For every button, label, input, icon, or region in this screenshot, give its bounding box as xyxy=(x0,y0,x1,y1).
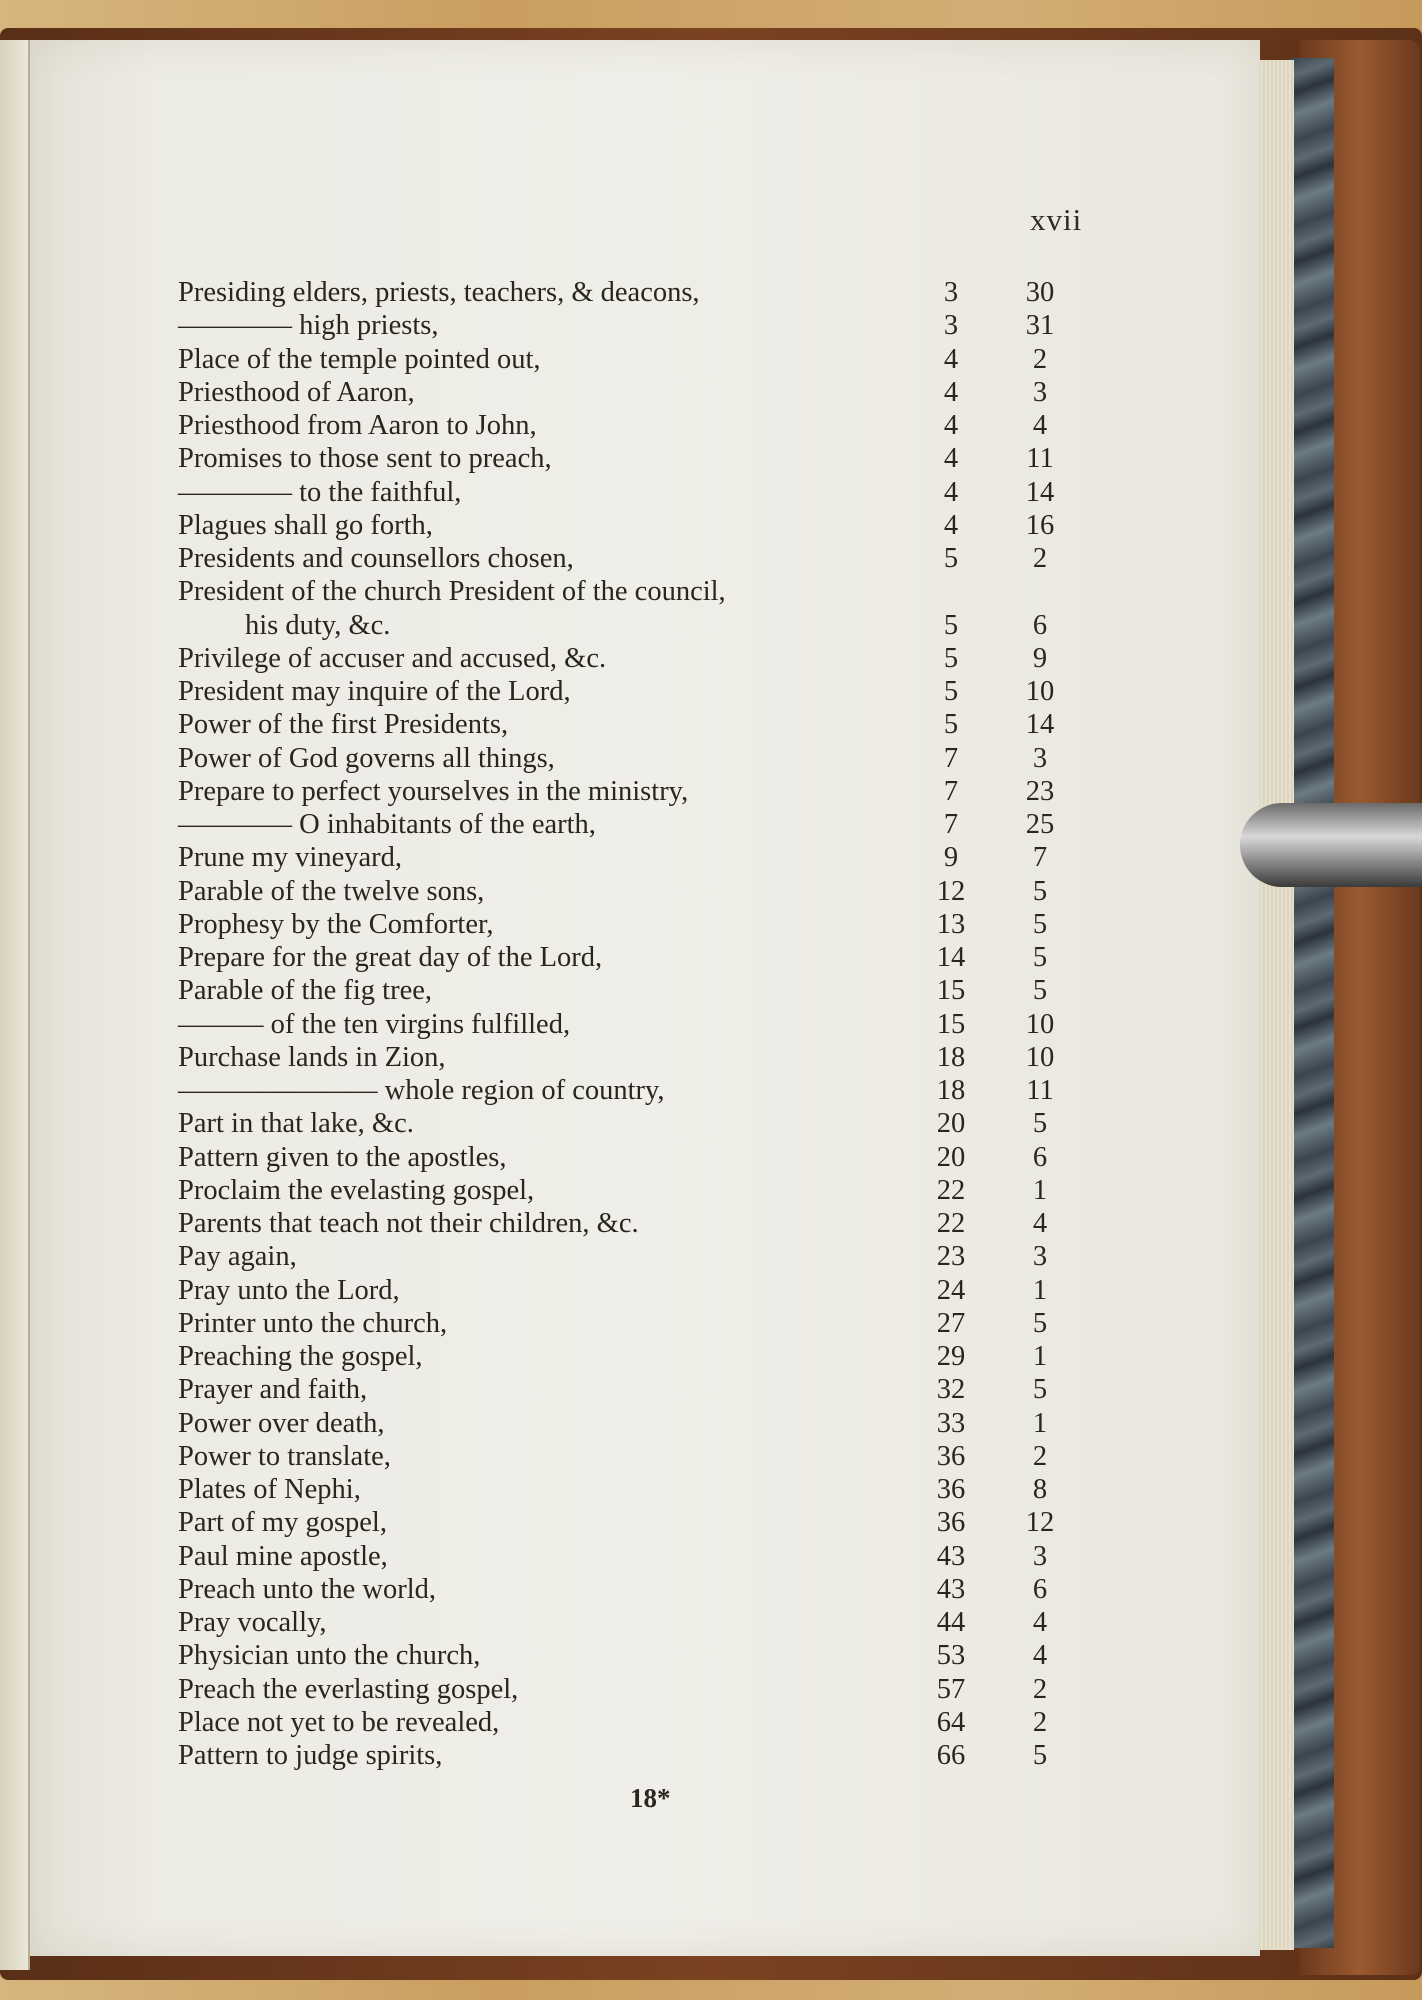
index-entry xyxy=(0,609,1422,643)
index-entry xyxy=(0,1673,1422,1707)
entry-verse: 10 xyxy=(1025,1008,1055,1040)
entry-verse: 4 xyxy=(1032,1607,1048,1638)
entry-verse: 5 xyxy=(1032,908,1048,940)
index-entry xyxy=(0,343,1422,377)
index-entry xyxy=(0,1274,1422,1308)
entry-section: 4 xyxy=(943,509,959,541)
entry-section: 13 xyxy=(936,908,966,940)
entry-verse: 2 xyxy=(1032,1706,1048,1738)
entry-verse: 3 xyxy=(1032,376,1048,408)
entry-section: 14 xyxy=(936,942,966,973)
entry-section: 7 xyxy=(943,775,959,807)
entry-text: Preach the everlasting gospel, xyxy=(178,1673,519,1705)
index-entry xyxy=(0,309,1422,343)
entry-text: Presiding elders, priests, teachers, & deacons, xyxy=(178,277,700,308)
index-entry xyxy=(0,1407,1422,1441)
entry-verse: 5 xyxy=(1032,942,1048,973)
entry-text: Plates of Nephi, xyxy=(178,1474,361,1505)
entry-section: 29 xyxy=(936,1341,966,1372)
entry-section: 15 xyxy=(936,1008,966,1040)
entry-text: Pattern to judge spirits, xyxy=(178,1740,443,1771)
entry-verse: 6 xyxy=(1032,1573,1048,1605)
entry-text: Place not yet to be revealed, xyxy=(178,1706,500,1738)
index-entry xyxy=(0,841,1422,875)
index-entry xyxy=(0,1041,1422,1075)
index-entry xyxy=(0,675,1422,709)
entry-text: Preach unto the world, xyxy=(178,1573,437,1605)
entry-verse: 14 xyxy=(1025,709,1055,741)
entry-section: 5 xyxy=(943,676,959,707)
index-entry xyxy=(0,1174,1422,1208)
entry-section: 64 xyxy=(936,1706,966,1738)
entry-verse: 1 xyxy=(1032,1274,1048,1306)
index-entry xyxy=(0,941,1422,975)
index-entry xyxy=(0,1141,1422,1175)
entry-text: Proclaim the evelasting gospel, xyxy=(178,1174,535,1206)
entry-section: 44 xyxy=(936,1607,966,1638)
entry-verse: 5 xyxy=(1032,1740,1048,1771)
index-entry xyxy=(0,974,1422,1008)
entry-text: Part of my gospel, xyxy=(178,1507,387,1539)
entry-text: Physician unto the church, xyxy=(178,1640,481,1672)
entry-section: 36 xyxy=(936,1507,966,1539)
index-entry xyxy=(0,808,1422,842)
index-entry xyxy=(0,409,1422,443)
index-entry xyxy=(0,1074,1422,1108)
entry-section: 5 xyxy=(943,543,959,574)
entry-verse: 23 xyxy=(1025,775,1055,807)
index-entry xyxy=(0,708,1422,742)
entry-section: 23 xyxy=(936,1241,966,1273)
entry-section: 33 xyxy=(936,1407,966,1439)
index-entry xyxy=(0,1008,1422,1042)
entry-verse: 4 xyxy=(1032,1208,1048,1239)
entry-verse: 4 xyxy=(1032,1640,1048,1672)
entry-text: Presidents and counsellors chosen, xyxy=(178,543,574,574)
entry-verse: 1 xyxy=(1032,1341,1048,1372)
entry-section: 4 xyxy=(943,443,959,475)
index-entry xyxy=(0,1573,1422,1607)
index-entry xyxy=(0,1540,1422,1574)
entry-text: Pray vocally, xyxy=(178,1607,327,1638)
entry-verse: 5 xyxy=(1032,875,1048,907)
index-entry xyxy=(0,509,1422,543)
entry-section: 57 xyxy=(936,1673,966,1705)
index-entry xyxy=(0,1606,1422,1640)
entry-text: Parable of the twelve sons, xyxy=(178,875,485,907)
entry-section: 20 xyxy=(936,1108,966,1140)
entry-text: Prophesy by the Comforter, xyxy=(178,908,494,940)
index-entry xyxy=(0,1107,1422,1141)
entry-verse: 10 xyxy=(1025,1041,1055,1073)
entry-verse: 7 xyxy=(1032,842,1048,874)
index-entry xyxy=(0,1506,1422,1540)
entry-section: 7 xyxy=(943,742,959,774)
entry-text: Promises to those sent to preach, xyxy=(178,443,552,475)
entry-verse: 9 xyxy=(1032,642,1048,674)
entry-section: 12 xyxy=(936,875,966,907)
entry-text: Pattern given to the apostles, xyxy=(178,1141,507,1173)
entry-text: Preaching the gospel, xyxy=(178,1341,423,1372)
entry-verse: 5 xyxy=(1032,975,1048,1007)
entry-section: 4 xyxy=(943,343,959,375)
entry-text: ———— high priests, xyxy=(178,310,439,342)
entry-section: 36 xyxy=(936,1474,966,1505)
entry-section: 53 xyxy=(936,1640,966,1672)
entry-verse: 31 xyxy=(1025,310,1055,342)
entry-section: 9 xyxy=(943,842,959,874)
entry-text: President of the church President of the council, xyxy=(178,576,726,608)
index-entry xyxy=(0,1307,1422,1341)
entry-verse: 5 xyxy=(1032,1307,1048,1339)
entry-text: ———— to the faithful, xyxy=(178,476,462,508)
index-entry xyxy=(0,476,1422,510)
entry-text: Printer unto the church, xyxy=(178,1307,448,1339)
index-entry xyxy=(0,1706,1422,1740)
index-entry xyxy=(0,575,1422,609)
index-entry xyxy=(0,1240,1422,1274)
entry-text: Prayer and faith, xyxy=(178,1374,368,1406)
entry-verse: 6 xyxy=(1032,609,1048,641)
entry-text: Paul mine apostle, xyxy=(178,1540,388,1572)
entry-verse: 2 xyxy=(1032,1673,1048,1705)
index-entry xyxy=(0,442,1422,476)
entry-text: Pay again, xyxy=(178,1241,297,1273)
entry-verse: 12 xyxy=(1025,1507,1055,1539)
entry-section: 20 xyxy=(936,1141,966,1173)
entry-verse: 10 xyxy=(1025,676,1055,707)
entry-verse: 30 xyxy=(1025,277,1055,308)
entry-text: Pray unto the Lord, xyxy=(178,1274,400,1306)
entry-verse: 2 xyxy=(1032,343,1048,375)
entry-verse: 5 xyxy=(1032,1108,1048,1140)
entry-section: 3 xyxy=(943,310,959,342)
entry-section: 43 xyxy=(936,1573,966,1605)
entry-section: 18 xyxy=(936,1075,966,1106)
page-number: xvii xyxy=(1030,202,1083,237)
entry-verse: 16 xyxy=(1025,509,1055,541)
entry-verse: 14 xyxy=(1025,476,1055,508)
entry-text: Parents that teach not their children, &c. xyxy=(178,1208,639,1239)
index-entry xyxy=(0,542,1422,576)
entry-text: ——————— whole region of country, xyxy=(178,1075,665,1106)
entry-verse: 3 xyxy=(1032,742,1048,774)
entry-section: 4 xyxy=(943,410,959,441)
entry-verse: 25 xyxy=(1025,809,1055,840)
index-entry xyxy=(0,1739,1422,1773)
entry-text: Power over death, xyxy=(178,1407,385,1439)
entry-section: 22 xyxy=(936,1208,966,1239)
entry-section: 36 xyxy=(936,1440,966,1472)
signature-mark: 18* xyxy=(630,1783,671,1813)
entry-section: 27 xyxy=(936,1307,966,1339)
entry-section: 24 xyxy=(936,1274,966,1306)
entry-verse: 1 xyxy=(1032,1174,1048,1206)
entry-section: 4 xyxy=(943,476,959,508)
entry-text: ——— of the ten virgins fulfilled, xyxy=(178,1008,571,1040)
entry-verse: 1 xyxy=(1032,1407,1048,1439)
entry-text: Power of the first Presidents, xyxy=(178,709,509,741)
index-entry xyxy=(0,908,1422,942)
entry-section: 5 xyxy=(943,642,959,674)
index-entry xyxy=(0,1340,1422,1374)
entry-section: 22 xyxy=(936,1174,966,1206)
entry-text: Parable of the fig tree, xyxy=(178,975,433,1007)
entry-text: Privilege of accuser and accused, &c. xyxy=(178,642,607,674)
entry-section: 5 xyxy=(943,609,959,641)
entry-text: Prepare to perfect yourselves in the ministry, xyxy=(178,775,689,807)
entry-section: 32 xyxy=(936,1374,966,1406)
index-entry xyxy=(0,1373,1422,1407)
index-entry xyxy=(0,276,1422,310)
index-entry xyxy=(0,1440,1422,1474)
entry-verse: 5 xyxy=(1032,1374,1048,1406)
entry-verse: 3 xyxy=(1032,1241,1048,1273)
entry-verse: 11 xyxy=(1026,443,1054,475)
entry-verse: 3 xyxy=(1032,1540,1048,1572)
entry-text: Prepare for the great day of the Lord, xyxy=(178,942,603,973)
entry-text: Place of the temple pointed out, xyxy=(178,343,541,375)
entry-text: Part in that lake, &c. xyxy=(178,1108,414,1140)
index-entry xyxy=(0,1473,1422,1507)
entry-section: 5 xyxy=(943,709,959,741)
entry-section: 66 xyxy=(936,1740,966,1771)
entry-section: 3 xyxy=(943,277,959,308)
entry-text: President may inquire of the Lord, xyxy=(178,676,571,707)
entry-verse: 2 xyxy=(1032,1440,1048,1472)
entry-text: Power to translate, xyxy=(178,1440,391,1472)
entry-verse: 4 xyxy=(1032,410,1048,441)
entry-text: Priesthood from Aaron to John, xyxy=(178,410,537,441)
index-entry xyxy=(0,775,1422,809)
index-entry xyxy=(0,1207,1422,1241)
entry-text: Power of God governs all things, xyxy=(178,742,555,774)
entry-section: 15 xyxy=(936,975,966,1007)
index-entry xyxy=(0,742,1422,776)
entry-section: 4 xyxy=(943,376,959,408)
entry-text: Priesthood of Aaron, xyxy=(178,376,415,408)
entry-text: Prune my vineyard, xyxy=(178,842,402,874)
entry-section: 18 xyxy=(936,1041,966,1073)
index-entry xyxy=(0,376,1422,410)
index-entry xyxy=(0,1639,1422,1673)
index-entry xyxy=(0,642,1422,676)
entry-verse: 6 xyxy=(1032,1141,1048,1173)
entry-text: his duty, &c. xyxy=(245,609,391,641)
entry-text: ———— O inhabitants of the earth, xyxy=(178,809,596,840)
entry-section: 7 xyxy=(943,809,959,840)
entry-text: Purchase lands in Zion, xyxy=(178,1041,446,1073)
entry-section: 43 xyxy=(936,1540,966,1572)
index-entry xyxy=(0,875,1422,909)
entry-text: Plagues shall go forth, xyxy=(178,509,433,541)
entry-verse: 2 xyxy=(1032,543,1048,574)
entry-verse: 11 xyxy=(1026,1075,1054,1106)
entry-verse: 8 xyxy=(1032,1474,1048,1505)
